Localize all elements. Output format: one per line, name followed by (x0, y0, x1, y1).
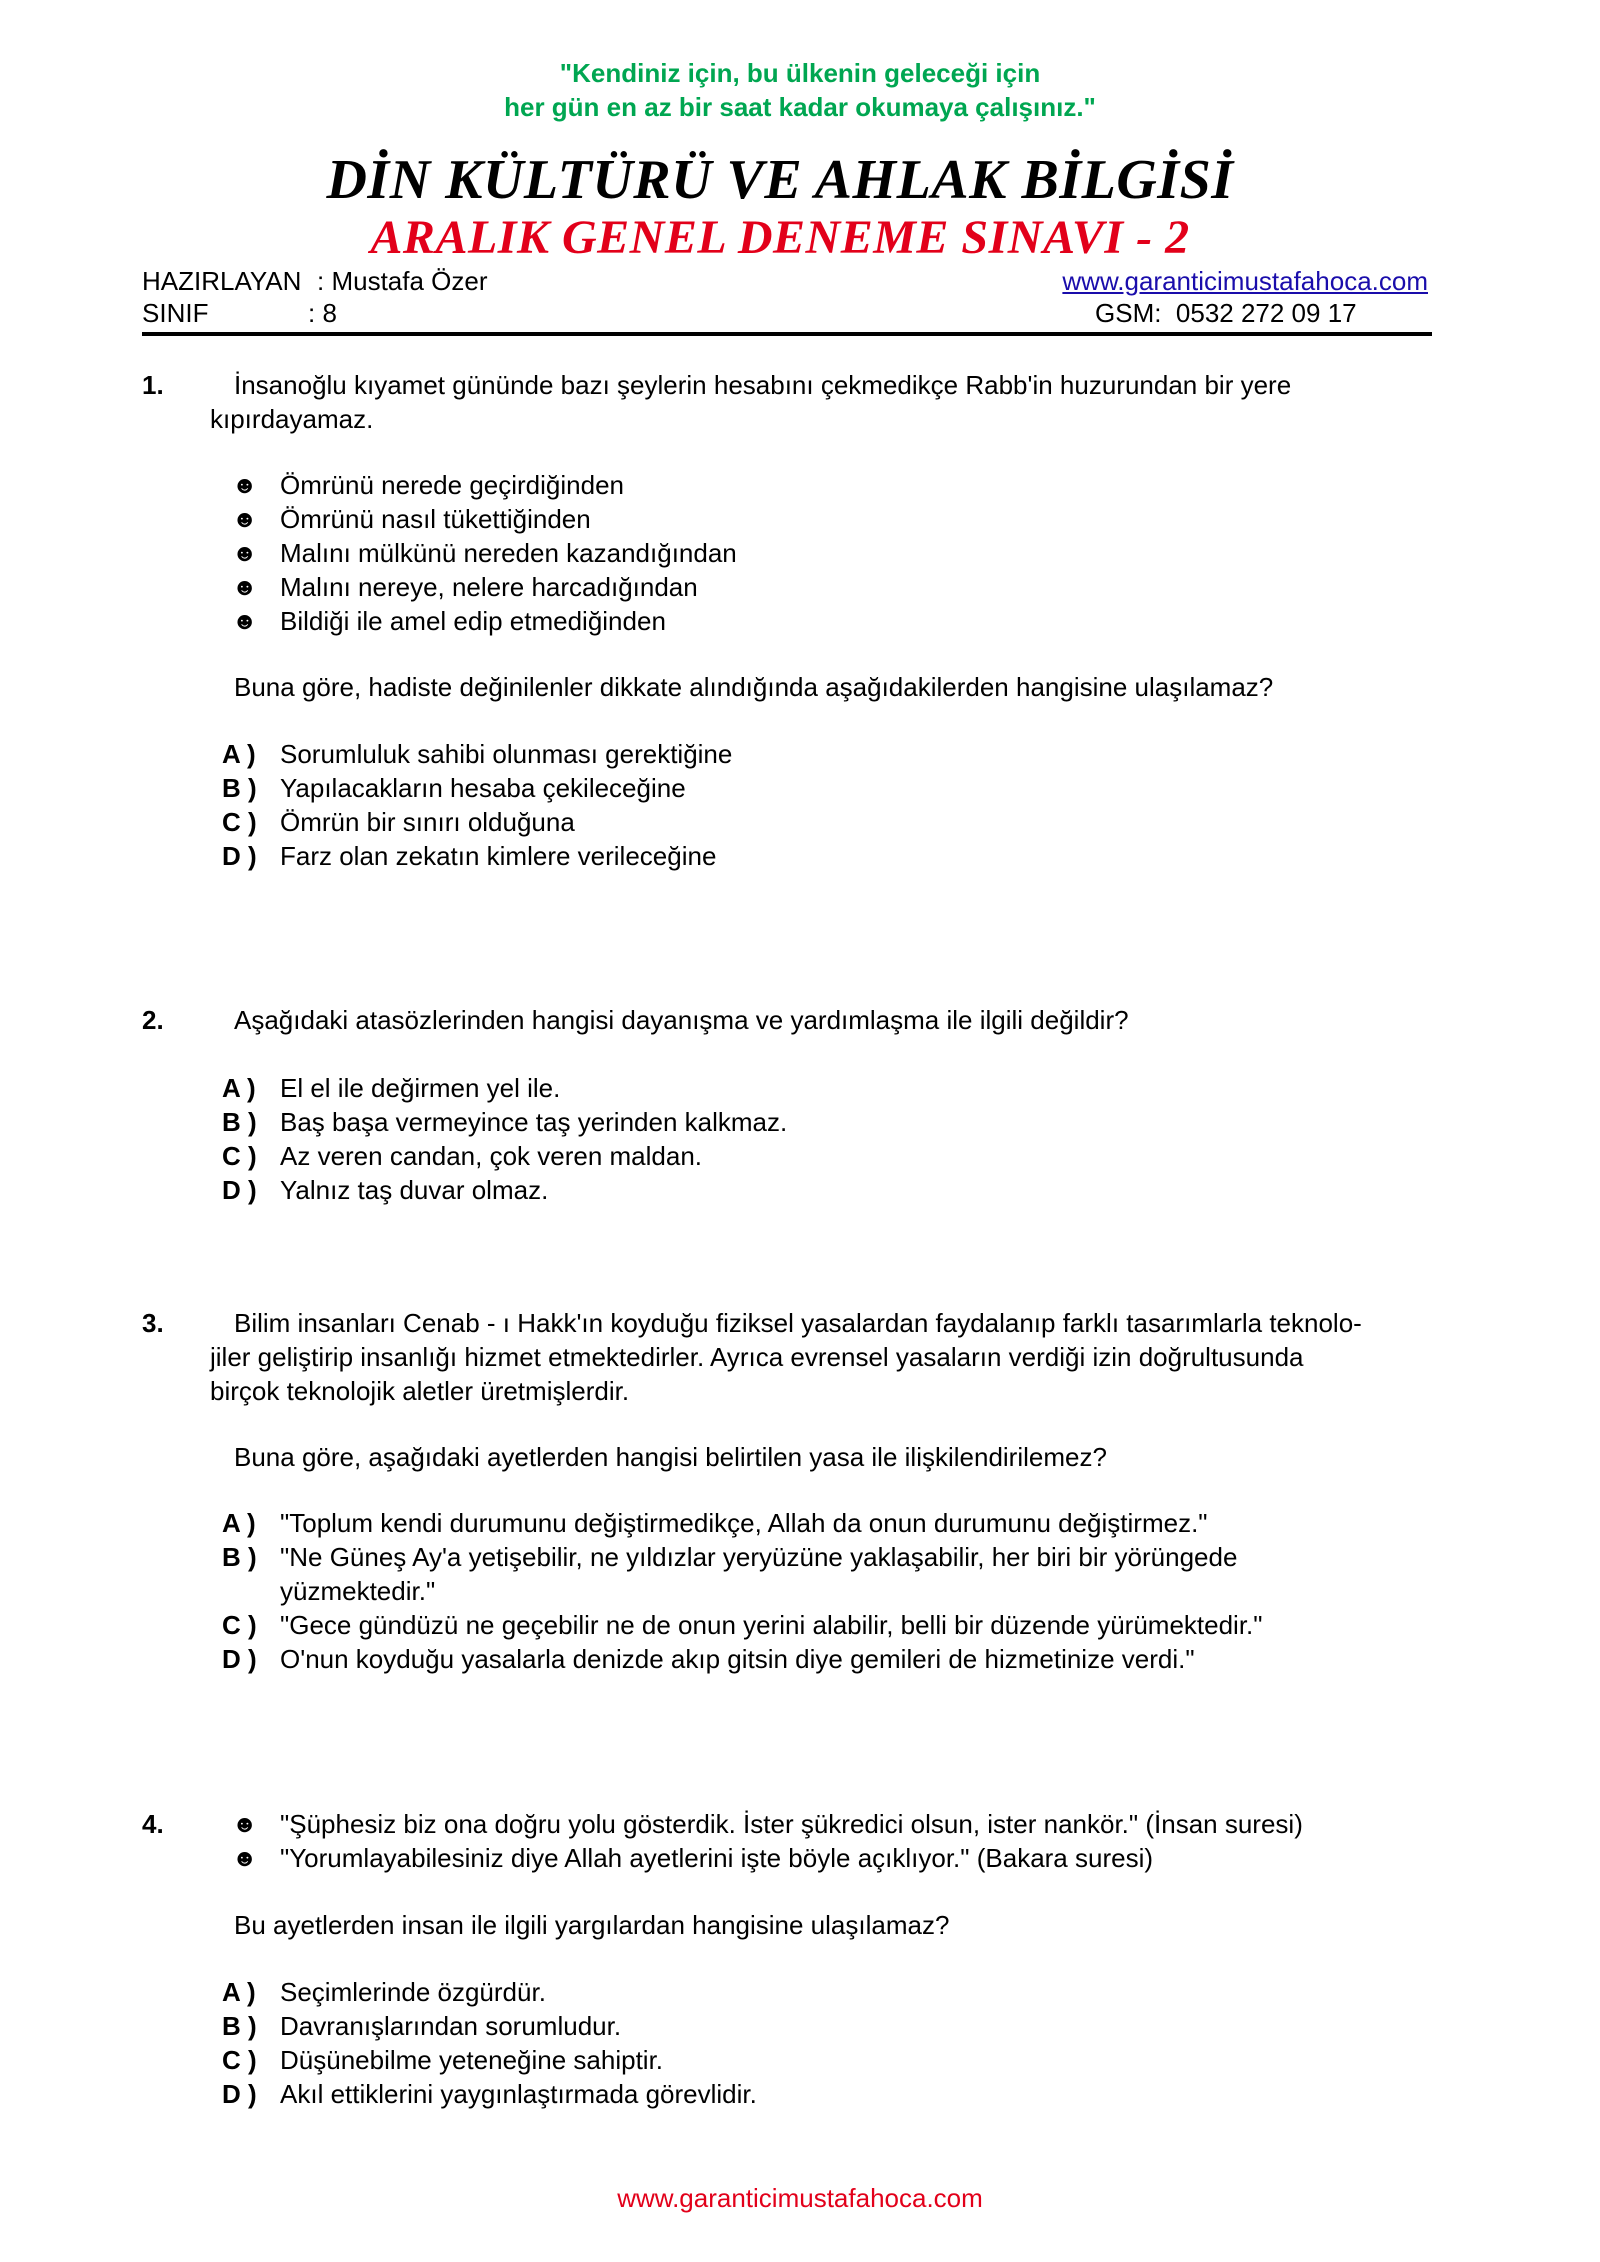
motto-line-2: her gün en az bir saat kadar okumaya çalışınız." (504, 92, 1096, 122)
option-label[interactable]: C ) (222, 2045, 257, 2075)
option-text[interactable]: Farz olan zekatın kimlere verileceğine (280, 841, 717, 871)
option-label[interactable]: B ) (222, 2011, 257, 2041)
question-text: birçok teknolojik aletler üretmişlerdir. (210, 1376, 630, 1406)
smiley-bullet-icon: ☻ (232, 574, 258, 601)
option-label[interactable]: B ) (222, 1542, 257, 1572)
option-text[interactable]: "Toplum kendi durumunu değiştirmedikçe, Allah da onun durumunu değiştirmez." (280, 1508, 1208, 1538)
question-text: İnsanoğlu kıyamet gününde bazı şeylerin hesabını çekmedikçe Rabb'in huzurundan bir yere (234, 370, 1292, 400)
option-text[interactable]: Sorumluluk sahibi olunması gerektiğine (280, 739, 733, 769)
question-text: kıpırdayamaz. (210, 404, 374, 434)
option-text[interactable]: "Ne Güneş Ay'a yetişebilir, ne yıldızlar yeryüzüne yaklaşabilir, her biri bir yörüngede (280, 1542, 1238, 1572)
class-label: SINIF (142, 298, 209, 328)
option-label[interactable]: C ) (222, 1610, 257, 1640)
option-text[interactable]: Yapılacakların hesaba çekileceğine (280, 773, 686, 803)
class-value: : 8 (308, 298, 337, 328)
option-text[interactable]: Ömrün bir sınırı olduğuna (280, 807, 575, 837)
footer-website[interactable]: www.garanticimustafahoca.com (617, 2183, 983, 2213)
option-label[interactable]: D ) (222, 1644, 257, 1674)
prepared-value: : Mustafa Özer (317, 266, 488, 296)
gsm-number: GSM: 0532 272 09 17 (1095, 298, 1357, 328)
option-text[interactable]: Davranışlarından sorumludur. (280, 2011, 622, 2041)
smiley-bullet-icon: ☻ (232, 1845, 258, 1872)
smiley-bullet-icon: ☻ (232, 608, 258, 635)
option-label[interactable]: B ) (222, 1107, 257, 1137)
website-link[interactable]: www.garanticimustafahoca.com (1062, 266, 1428, 296)
list-item: "Şüphesiz biz ona doğru yolu gösterdik. İster şükredici olsun, ister nankör." (İnsan suresi) (280, 1809, 1303, 1839)
list-item: Ömrünü nasıl tükettiğinden (280, 504, 591, 534)
option-text[interactable]: Az veren candan, çok veren maldan. (280, 1141, 703, 1171)
option-label[interactable]: A ) (222, 1977, 256, 2007)
option-label[interactable]: A ) (222, 1073, 256, 1103)
option-text[interactable]: Seçimlerinde özgürdür. (280, 1977, 546, 2007)
question-number: 2. (142, 1005, 164, 1035)
question-prompt: Buna göre, hadiste değinilenler dikkate alındığında aşağıdakilerden hangisine ulaşılamaz? (234, 672, 1274, 702)
question-number: 4. (142, 1809, 164, 1839)
option-label[interactable]: B ) (222, 773, 257, 803)
question-text: jiler geliştirip insanlığı hizmet etmektedirler. Ayrıca evrensel yasaların verdiği izin doğrultusunda (210, 1342, 1304, 1372)
option-text-continued[interactable]: yüzmektedir." (280, 1576, 436, 1606)
option-label[interactable]: C ) (222, 1141, 257, 1171)
smiley-bullet-icon: ☻ (232, 540, 258, 567)
question-prompt: Buna göre, aşağıdaki ayetlerden hangisi belirtilen yasa ile ilişkilendirilemez? (234, 1442, 1107, 1472)
option-label[interactable]: D ) (222, 1175, 257, 1205)
question-number: 1. (142, 370, 164, 400)
question-text: Aşağıdaki atasözlerinden hangisi dayanışma ve yardımlaşma ile ilgili değildir? (234, 1005, 1129, 1035)
option-text[interactable]: Yalnız taş duvar olmaz. (280, 1175, 549, 1205)
question-number: 3. (142, 1308, 164, 1338)
option-label[interactable]: C ) (222, 807, 257, 837)
exam-subtitle: ARALIK GENEL DENEME SINAVI - 2 (370, 211, 1190, 264)
question-text: Bilim insanları Cenab - ı Hakk'ın koyduğu fiziksel yasalardan faydalanıp farklı tasarımlarla teknolo- (234, 1308, 1362, 1338)
list-item: Malını nereye, nelere harcadığından (280, 572, 698, 602)
option-label[interactable]: A ) (222, 1508, 256, 1538)
exam-title: DİN KÜLTÜRÜ VE AHLAK BİLGİSİ (326, 149, 1234, 211)
question-prompt: Bu ayetlerden insan ile ilgili yargılardan hangisine ulaşılamaz? (234, 1910, 950, 1940)
list-item: "Yorumlayabilesiniz diye Allah ayetlerini işte böyle açıklıyor." (Bakara suresi) (280, 1843, 1154, 1873)
smiley-bullet-icon: ☻ (232, 472, 258, 499)
option-text[interactable]: El el ile değirmen yel ile. (280, 1073, 561, 1103)
smiley-bullet-icon: ☻ (232, 1811, 258, 1838)
header-divider (142, 332, 1432, 336)
option-label[interactable]: D ) (222, 2079, 257, 2109)
motto-line-1: "Kendiniz için, bu ülkenin geleceği için (559, 58, 1041, 88)
option-text[interactable]: Düşünebilme yeteneğine sahiptir. (280, 2045, 664, 2075)
list-item: Bildiği ile amel edip etmediğinden (280, 606, 666, 636)
option-text[interactable]: Baş başa vermeyince taş yerinden kalkmaz. (280, 1107, 788, 1137)
option-text[interactable]: Akıl ettiklerini yaygınlaştırmada görevlidir. (280, 2079, 757, 2109)
prepared-label: HAZIRLAYAN (142, 266, 302, 296)
list-item: Ömrünü nerede geçirdiğinden (280, 470, 624, 500)
option-text[interactable]: "Gece gündüzü ne geçebilir ne de onun yerini alabilir, belli bir düzende yürümektedir." (280, 1610, 1263, 1640)
option-label[interactable]: D ) (222, 841, 257, 871)
list-item: Malını mülkünü nereden kazandığından (280, 538, 737, 568)
option-label[interactable]: A ) (222, 739, 256, 769)
smiley-bullet-icon: ☻ (232, 506, 258, 533)
option-text[interactable]: O'nun koyduğu yasalarla denizde akıp gitsin diye gemileri de hizmetinize verdi." (280, 1644, 1195, 1674)
